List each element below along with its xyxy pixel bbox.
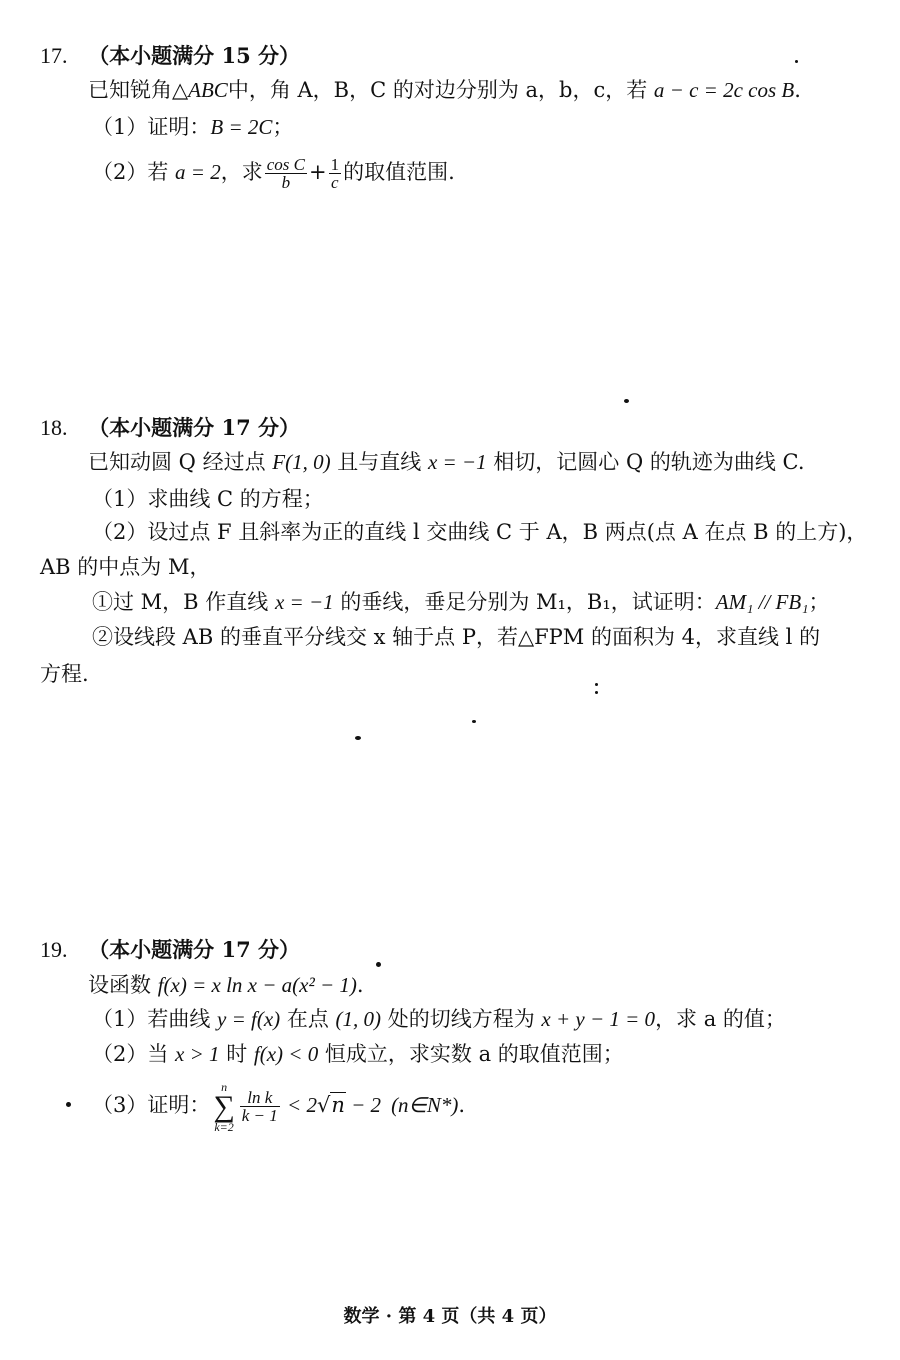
q17-number: 17. xyxy=(40,43,68,68)
q19-part3-label: （3）证明： xyxy=(92,1093,211,1117)
q17-part2-condition: a = 2 xyxy=(175,160,221,184)
q18-sub1-parallel: AM₁ // FB₁ xyxy=(715,590,809,614)
scan-speck xyxy=(376,962,381,967)
q19-part1-text-d: ，求 a 的值； xyxy=(655,1007,786,1031)
q19-heading xyxy=(40,936,300,964)
q17-stem-text-b: 中，角 A，B，C 的对边分别为 a，b，c，若 xyxy=(227,78,654,102)
q19-part3-end: . xyxy=(458,1093,466,1117)
q18-stem-text-b: 且与直线 xyxy=(330,450,428,474)
q18-line: x = −1 xyxy=(427,450,487,474)
q19-part2-text-c: 恒成立，求实数 a 的取值范围； xyxy=(318,1042,624,1066)
q19-stem xyxy=(88,971,364,999)
q17-frac2-numerator: 1 xyxy=(330,155,340,174)
q17-points: （本小题满分 15 分） xyxy=(88,43,301,68)
scan-speck xyxy=(795,60,798,63)
q19-summation xyxy=(213,1081,234,1133)
q18-stem xyxy=(88,448,805,476)
q17-stem-text-a: 已知锐角△ xyxy=(88,78,189,102)
q18-sub2-line2: 方程. xyxy=(40,662,89,686)
q17-frac1-denominator: b xyxy=(281,173,291,192)
q17-triangle: ABC xyxy=(188,78,228,102)
q17-part2-label: （2）若 xyxy=(92,160,176,184)
q18-number: 18. xyxy=(40,415,68,440)
q18-sub1-end: ； xyxy=(808,590,830,614)
q19-rhs-b: − 2 xyxy=(345,1093,382,1117)
q19-fraction-lnk xyxy=(240,1089,280,1124)
q18-point-F: F(1, 0) xyxy=(272,450,331,474)
q19-part2 xyxy=(92,1040,624,1068)
scan-speck xyxy=(595,683,598,686)
q19-frac-denominator: k − 1 xyxy=(241,1106,278,1125)
scan-speck xyxy=(595,691,598,694)
q18-sub1-line: x = −1 xyxy=(274,590,334,614)
q19-frac-numerator: ln k xyxy=(240,1089,280,1107)
q19-condition: (n∈N*) xyxy=(391,1093,459,1117)
q19-part1-text-c: 处的切线方程为 xyxy=(381,1007,542,1031)
q18-points: （本小题满分 17 分） xyxy=(88,415,301,440)
q18-part2-line1: （2）设过点 F 且斜率为正的直线 l 交曲线 C 于 A，B 两点(点 A 在点 B 的上方)， xyxy=(92,520,868,544)
q17-part1 xyxy=(92,113,293,141)
q17-plus: + xyxy=(308,160,327,184)
sigma-icon: ∑ xyxy=(213,1089,235,1123)
q19-stem-text: 设函数 xyxy=(88,973,158,997)
q18-sub1-text-a: ①过 M，B 作直线 xyxy=(92,590,275,614)
q19-sum-lower: k=2 xyxy=(214,1119,234,1134)
q19-part1-curve: y = f(x) xyxy=(217,1007,281,1031)
q18-sub1-text-b: 的垂线，垂足分别为 M₁，B₁，试证明： xyxy=(333,590,716,614)
q19-number: 19. xyxy=(40,937,68,962)
q19-function: f(x) = x ln x − a(x² − 1) xyxy=(157,973,357,997)
q19-part1 xyxy=(92,1005,786,1033)
scan-speck xyxy=(472,720,476,723)
q19-rhs-a: < 2 xyxy=(281,1093,317,1117)
scan-speck xyxy=(624,399,629,403)
q19-part2-text-a: （2）当 xyxy=(92,1042,176,1066)
q17-condition: a − c = 2c cos B xyxy=(653,78,795,102)
q19-part2-text-b: 时 xyxy=(219,1042,254,1066)
page-footer: 数学 · 第 4 页（共 4 页） xyxy=(343,1306,557,1327)
q18-stem-text-a: 已知动圆 Q 经过点 xyxy=(88,450,273,474)
q17-stem-end: . xyxy=(794,78,801,102)
q19-part3 xyxy=(92,1080,465,1133)
q18-heading xyxy=(40,414,300,442)
q19-part1-tangent: x + y − 1 = 0 xyxy=(541,1007,656,1031)
q17-heading xyxy=(40,42,300,70)
q17-frac2-denominator: c xyxy=(331,173,339,192)
q17-part1-label: （1）证明： xyxy=(92,115,211,139)
q19-sum-upper: n xyxy=(221,1079,228,1094)
sqrt-icon: √ xyxy=(316,1093,331,1117)
q17-part1-equation: B = 2C xyxy=(210,115,273,139)
q19-part1-point: (1, 0) xyxy=(335,1007,382,1031)
q19-part1-text-a: （1）若曲线 xyxy=(92,1007,218,1031)
q18-part2-line2: AB 的中点为 M， xyxy=(40,555,211,579)
q18-sub1 xyxy=(92,588,830,616)
q18-part1: （1）求曲线 C 的方程； xyxy=(92,487,324,511)
q19-part1-text-b: 在点 xyxy=(280,1007,336,1031)
q18-stem-text-c: 相切，记圆心 Q 的轨迹为曲线 C. xyxy=(486,450,805,474)
q18-sub2-line1: ②设线段 AB 的垂直平分线交 x 轴于点 P，若△FPM 的面积为 4，求直线 l 的 xyxy=(92,625,821,649)
q17-frac1-numerator: cos C xyxy=(266,155,305,174)
q19-part2-inequality: f(x) < 0 xyxy=(253,1042,319,1066)
q19-sqrt-arg: n xyxy=(331,1093,345,1117)
q17-fraction-1-c xyxy=(329,156,342,191)
scan-speck xyxy=(66,1102,71,1107)
q17-stem xyxy=(88,76,801,104)
q19-stem-end: . xyxy=(356,973,364,997)
q17-part2 xyxy=(92,152,455,192)
q19-points: （本小题满分 17 分） xyxy=(88,937,301,962)
q17-part2-mid: ，求 xyxy=(220,160,263,184)
q17-part1-end: ； xyxy=(272,115,294,139)
scan-speck xyxy=(355,736,361,740)
q19-part2-condition: x > 1 xyxy=(175,1042,220,1066)
q17-fraction-cosC-b xyxy=(265,156,307,191)
q17-part2-end: 的取值范围. xyxy=(343,160,455,184)
